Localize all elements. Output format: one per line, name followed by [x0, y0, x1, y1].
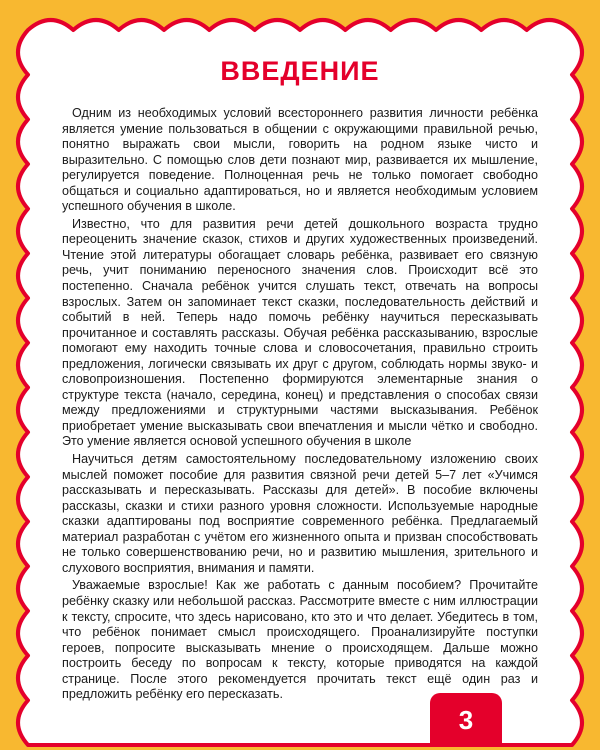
page-number-badge [430, 693, 502, 747]
paragraph-4: Уважаемые взрослые! Как же работать с данным пособием? Прочитайте ребёнку сказку или небольшой рассказ. Рассмотрите вместе с ним иллюстрации к тексту, спросите, что здесь нарисовано, кто это и что делает. Убедитесь в том, что ребёнок понимает смысл происходящего. Проанализируйте поступки героев, попросите высказывать мнение о происходящем. Дальше можно построить беседу по вопросам к тексту, которые приводятся на каждой странице. После этого рекомендуется прочитать текст ещё один раз и предложить ребёнку его пересказать. [62, 578, 538, 702]
paragraph-3: Научиться детям самостоятельному последовательному изложению своих мыслей поможет пособие для развития связной речи детей 5–7 лет «Учимся рассказывать и пересказывать. Рассказы для детей». В пособие включены рассказы, сказки и стихи разного уровня сложности. Используемые народные сказки адаптированы под восприятие современного ребёнка. Предлагаемый материал разработан с учётом его жизненного опыта и призван способствовать не только совершенствованию речи, но и развитию мышления, зрительного и слухового восприятия, внимания и памяти. [62, 452, 538, 575]
paragraph-2: Известно, что для развития речи детей дошкольного возраста трудно переоценить значение сказок, стихов и других художественных произведений. Чтение этой литературы обогащает словарь ребёнка, развивает его связную речь, учит пониманию переносного значения слов. Происходит всё это постепенно. Сначала ребёнок учится слушать текст, отвечать на вопросы взрослых. Затем он запоминает текст сказки, последовательность действий и событий в ней. Теперь надо помочь ребёнку научиться пересказывать прочитанное и составлять рассказы. Обучая ребёнка рассказыванию, взрослые помогают ему находить точные слова и словосочетания, правильно строить предложения, логически связывать их друг с другом, соблюдать нормы звуко- и словопроизношения. Постепенно формируются элементарные знания о структуре текста (начало, середина, конец) и представления о способах связи между предложениями и структурными частями высказывания. Ребёнок приобретает умение высказывать свои впечатления и мысли чётко и свободно. Это умение является основой успешного обучения в школе [62, 216, 538, 449]
page-number: 3 [458, 704, 474, 735]
intro-text [62, 106, 538, 705]
page-title: ВВЕДЕНИЕ [220, 56, 380, 86]
paragraph-1: Одним из необходимых условий всестороннего развития личности ребёнка является умение пользоваться в общении с окружающими правильной речью, понятно выражать свои мысли, говорить на родном языке чисто и выразительно. С помощью слов дети познают мир, развивается их мышление, регулируется поведение. Полноценная речь не только помогает свободно общаться и социально адаптироваться, но и является необходимым условием успешного обучения в школе. [62, 106, 538, 214]
